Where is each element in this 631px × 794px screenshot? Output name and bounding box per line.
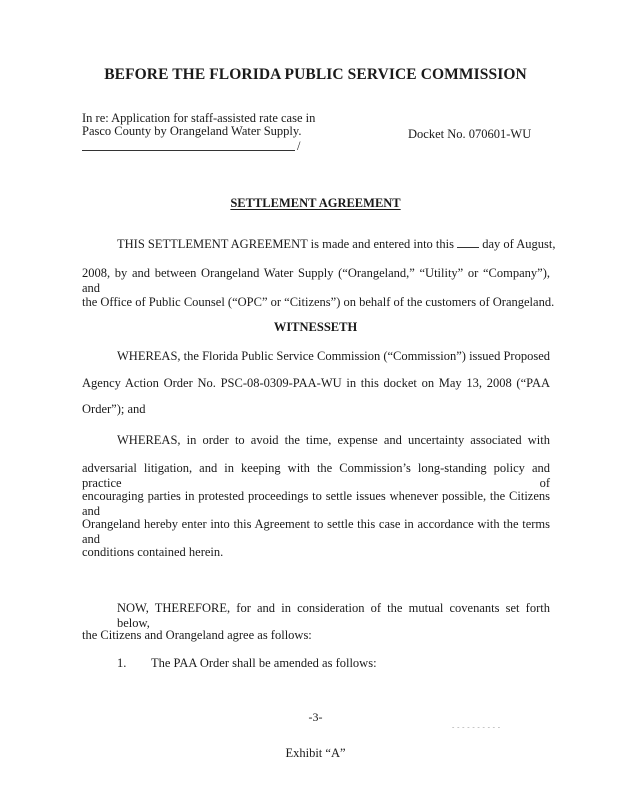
- whereas2-line-3: encouraging parties in protested proceedings to settle issues whenever possible, the Citizens and: [82, 489, 550, 518]
- whereas2-line-2: adversarial litigation, and in keeping with the Commission’s long-standing policy and practice of: [82, 461, 550, 490]
- intro-line-3: the Office of Public Counsel (“OPC” or “Citizens”) on behalf of the customers of Orangeland.: [82, 295, 555, 309]
- caption-underline: [82, 150, 295, 151]
- whereas2-line-1: WHEREAS, in order to avoid the time, expense and uncertainty associated with: [117, 433, 550, 447]
- whereas2-line-4: Orangeland hereby enter into this Agreement to settle this case in accordance with the terms and: [82, 517, 550, 546]
- day-blank: [457, 237, 479, 248]
- faint-stamp-mark: - - - - - - - - - -: [452, 723, 501, 731]
- now-therefore-line-2: the Citizens and Orangeland agree as follows:: [82, 628, 312, 642]
- item-1-text: The PAA Order shall be amended as follows:: [151, 656, 377, 670]
- document-title: SETTLEMENT AGREEMENT: [230, 196, 401, 210]
- whereas2-line-5: conditions contained herein.: [82, 545, 224, 559]
- whereas1-line-1: WHEREAS, the Florida Public Service Commission (“Commission”) issued Proposed: [117, 349, 550, 363]
- now-therefore-line-1: NOW, THEREFORE, for and in consideration of the mutual covenants set forth below,: [117, 601, 550, 630]
- intro-line-1: [117, 237, 556, 252]
- caption-line-1: In re: Application for staff-assisted rate case in: [82, 111, 316, 125]
- commission-heading: BEFORE THE FLORIDA PUBLIC SERVICE COMMISSION: [104, 66, 527, 83]
- intro-line-1-text: THIS SETTLEMENT AGREEMENT is made and entered into this: [117, 237, 454, 251]
- docket-number: Docket No. 070601-WU: [408, 127, 532, 141]
- page-number: -3-: [308, 710, 323, 724]
- intro-line-2: 2008, by and between Orangeland Water Supply (“Orangeland,” “Utility” or “Company”), and: [82, 266, 550, 295]
- exhibit-label: Exhibit “A”: [285, 746, 346, 760]
- witnesseth-heading: WITNESSETH: [273, 320, 358, 334]
- whereas1-line-2: Agency Action Order No. PSC-08-0309-PAA-WU in this docket on May 13, 2008 (“PAA: [82, 376, 550, 390]
- intro-line-1-end: day of August,: [482, 237, 556, 251]
- caption-line-2: Pasco County by Orangeland Water Supply.: [82, 124, 302, 138]
- whereas1-line-3: Order”); and: [82, 402, 146, 416]
- caption-slash: /: [297, 139, 301, 153]
- item-1-number: 1.: [117, 656, 127, 670]
